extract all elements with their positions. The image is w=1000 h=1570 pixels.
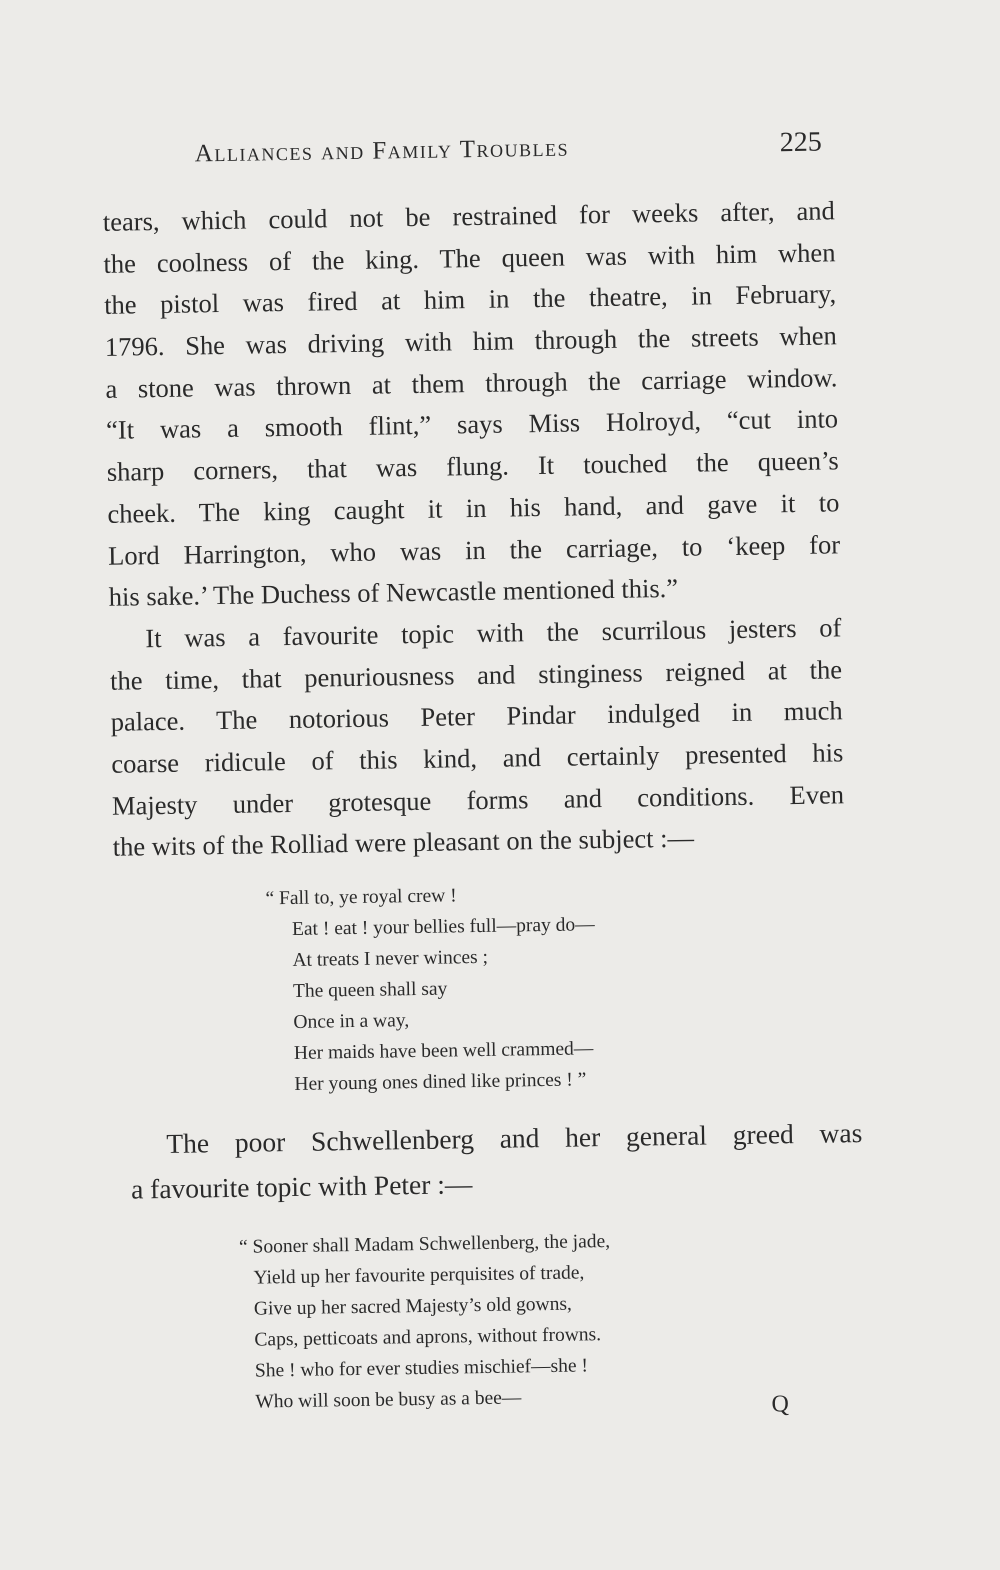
verse-quotation-2 [239,1226,613,1418]
verse-line: Yield up her favourite perquisites of trade, [253,1262,585,1289]
text-line: palace. The notorious Peter Pindar indulged in much [110,695,843,738]
text-line: It was a favourite topic with the scurrilous jesters of [145,612,842,654]
verse-line: Eat ! eat ! your bellies full—pray do— [291,914,595,940]
text-line: “It was a smooth flint,” says Miss Holroyd, “cut into [105,403,839,446]
text-line: the wits of the Rolliad were pleasant on the subject :— [112,822,695,863]
verse-line: The queen shall say [292,978,448,1002]
text-line: a favourite topic with Peter :— [130,1168,473,1205]
verse-line: Her maids have been well crammed— [293,1038,594,1064]
verse-line: Once in a way, [293,1010,410,1033]
text-line: coarse ridicule of this kind, and certainly presented his [111,737,844,779]
verse-line: Who will soon be busy as a bee— [255,1387,522,1413]
verse-line: Give up her sacred Majesty’s old gowns, [253,1293,573,1320]
verse-line: She ! who for ever studies mischief—she ! [254,1355,589,1382]
text-line: 1796. She was driving with him through the streets when [104,320,837,362]
text-line: the coolness of the king. The queen was with him when [103,237,836,279]
text-line: the time, that penuriousness and stinginess reigned at the [109,653,843,696]
verse-line: “ Fall to, ye royal crew ! [265,885,457,910]
body-text [103,190,845,868]
text-line: cheek. The king caught it in his hand, and gave it to [107,487,840,529]
text-line: sharp corners, that was flung. It touched the queen’s [106,445,839,487]
paragraph-1 [103,190,841,618]
running-title: Alliances and Family Troubles [194,134,570,168]
text-line: Majesty under grotesque forms and conditions. Even [111,778,845,821]
text-line: his sake.’ The Duchess of Newcastle mentioned this.” [108,573,679,612]
verse-line: Her young ones dined like princes ! ” [294,1069,587,1095]
paragraph-3 [130,1110,863,1211]
verse-line: At treats I never winces ; [292,946,489,971]
text-line: the pistol was fired at him in the theatre, in February, [103,278,837,321]
verse-line: Caps, petticoats and aprons, without frowns. [254,1324,602,1351]
paragraph-2 [109,607,845,869]
text-line: a stone was thrown at them through the carriage window. [105,362,838,404]
verse-line: “ Sooner shall Madam Schwellenberg, the jade, [238,1231,611,1258]
page-number: 225 [779,126,822,159]
text-line: The poor Schwellenberg and her general greed was [166,1117,863,1159]
text-line: Lord Harrington, who was in the carriage, to ‘keep for [107,528,841,571]
text-line: tears, which could not be restrained for weeks after, and [102,195,836,237]
verse-quotation-1 [265,878,597,1100]
signature-mark: Q [771,1391,790,1418]
